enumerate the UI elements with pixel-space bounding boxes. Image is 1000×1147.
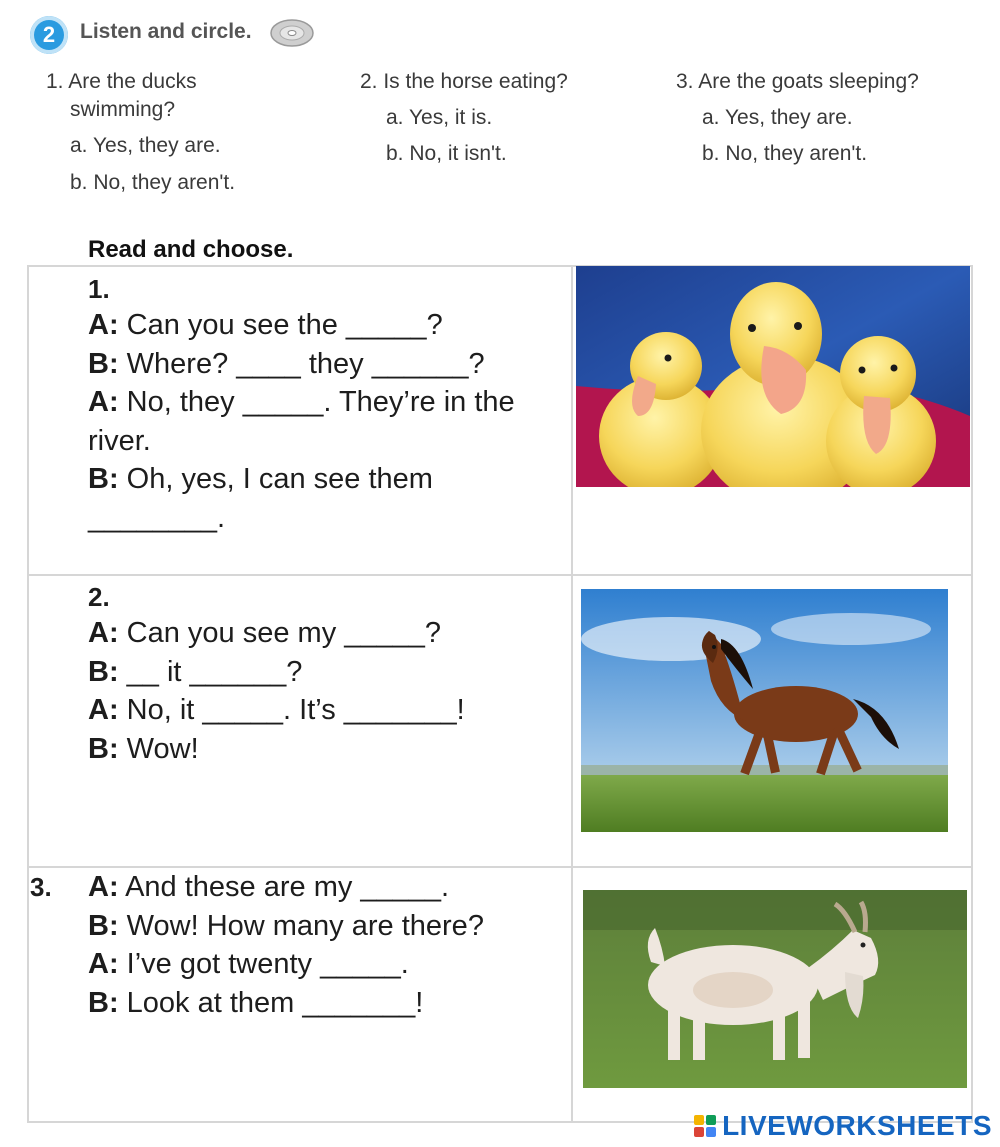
listen-question-1: 1. Are the ducks [46, 70, 197, 93]
listen-question-3: 3. Are the goats sleeping? [676, 70, 919, 93]
speaker: A: [88, 309, 119, 341]
liveworksheets-logo[interactable] [694, 1110, 992, 1142]
dialogue-line[interactable] [88, 306, 515, 345]
line-text: I’ve got twenty _____. [118, 948, 409, 980]
line-text: ________. [88, 501, 226, 534]
speaker: B: [88, 347, 119, 380]
line-text: __ it ______? [118, 655, 303, 688]
logo-square [694, 1127, 704, 1137]
listen-question-1-cont: swimming? [70, 98, 176, 121]
speaker: B: [88, 909, 119, 942]
line-text: No, it _____. It’s _______! [118, 694, 465, 726]
read-and-choose-title: Read and choose. [88, 236, 294, 263]
speaker: B: [88, 655, 119, 688]
listen-q3-option-a[interactable]: a. Yes, they are. [702, 106, 853, 129]
line-text: Look at them _______! [118, 986, 424, 1019]
logo-text: LIVEWORKSHEETS [722, 1110, 992, 1141]
goat-image [583, 890, 967, 1088]
dialogue-line[interactable] [88, 868, 484, 907]
logo-square [706, 1127, 716, 1137]
ducklings-image [576, 266, 970, 487]
speaker: A: [88, 694, 119, 726]
horse-image [581, 589, 948, 832]
speaker: A: [88, 386, 119, 418]
logo-square [706, 1115, 716, 1125]
speaker: B: [88, 463, 119, 495]
line-text: Can you see my _____? [118, 617, 442, 649]
speaker: A: [88, 948, 119, 980]
row-divider [27, 574, 973, 576]
speaker: B: [88, 732, 119, 765]
dialogue-line [88, 422, 515, 461]
listen-q2-option-b[interactable]: b. No, it isn't. [386, 142, 507, 165]
listen-and-circle-title: Listen and circle. [80, 20, 252, 43]
speaker: A: [88, 617, 119, 649]
dialogue-line[interactable] [88, 460, 515, 499]
speaker: A: [88, 871, 119, 903]
table-divider [571, 265, 573, 1123]
dialogue-line[interactable] [88, 945, 484, 984]
line-text: Can you see the _____? [118, 309, 443, 341]
line-text: Wow! [118, 732, 199, 765]
row-1-dialogue [88, 306, 515, 537]
dialogue-line[interactable] [88, 984, 484, 1023]
listen-question-2: 2. Is the horse eating? [360, 70, 568, 93]
row-1-number: 1. [88, 274, 110, 304]
dialogue-line [88, 907, 484, 946]
row-2-dialogue [88, 614, 465, 768]
row-3-number: 3. [30, 872, 52, 902]
dialogue-line[interactable] [88, 653, 465, 692]
listen-q1-option-a[interactable]: a. Yes, they are. [70, 134, 221, 157]
speaker: B: [88, 986, 119, 1019]
exercise-number-badge: 2 [30, 16, 68, 54]
dialogue-line[interactable] [88, 691, 465, 730]
line-text: Where? ____ they ______? [118, 347, 485, 380]
row-3-dialogue [88, 868, 484, 1022]
line-text: Oh, yes, I can see them [118, 463, 433, 495]
logo-mark-icon [694, 1115, 716, 1137]
dialogue-line[interactable] [88, 383, 515, 422]
dialogue-line[interactable] [88, 614, 465, 653]
row-2-number: 2. [88, 582, 110, 612]
dialogue-line [88, 730, 465, 769]
line-text: Wow! How many are there? [118, 909, 484, 942]
dialogue-line[interactable] [88, 499, 515, 538]
dialogue-line[interactable] [88, 345, 515, 384]
line-text: And these are my _____. [118, 871, 450, 903]
listen-q1-option-b[interactable]: b. No, they aren't. [70, 171, 236, 194]
listen-q2-option-a[interactable]: a. Yes, it is. [386, 106, 493, 129]
listen-q3-option-b[interactable]: b. No, they aren't. [702, 142, 868, 165]
cd-icon [268, 16, 316, 55]
line-text: river. [88, 424, 151, 457]
line-text: No, they _____. They’re in the [118, 386, 515, 418]
logo-square [694, 1115, 704, 1125]
